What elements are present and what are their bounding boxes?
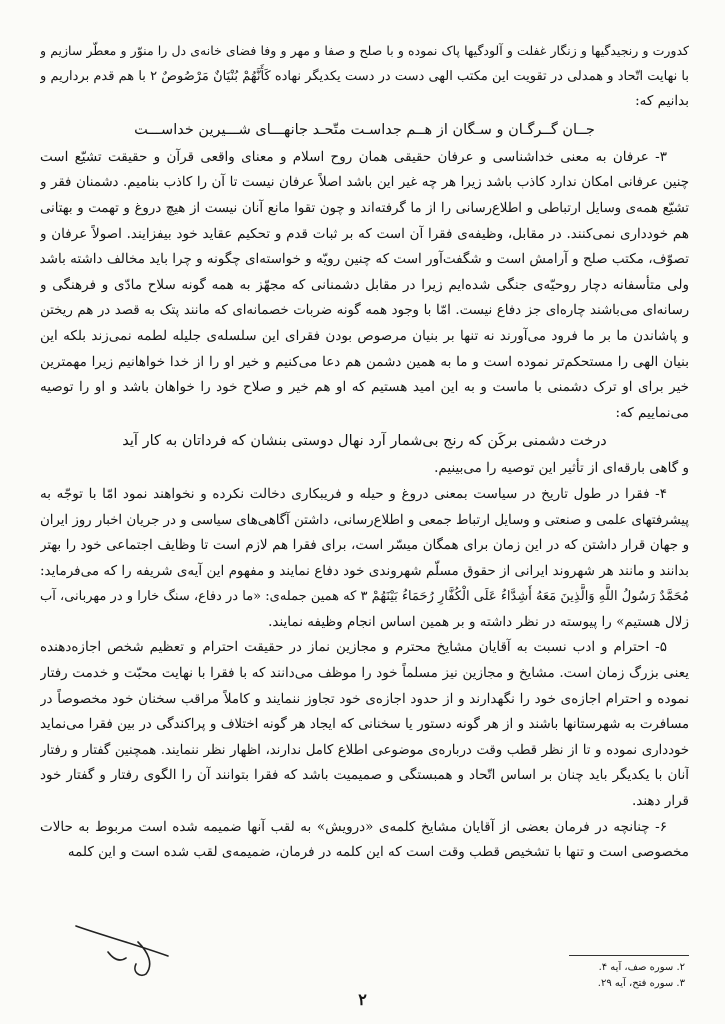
text-line: بدانند و مانند هر شهروند ایرانی از حقوق مسلّم شهروندی خود دفاع نمایند و مفهوم این آیه‌ی شریفه را که می‌فرماید: xyxy=(40,562,689,579)
text-line: یعنی بزرگ زمان است. مشایخ و مجازین نیز مسلماً خود را موظف می‌دانند که با فقرا با نهایت محبّت و خدمت رفتار xyxy=(40,665,689,682)
text-line: بنیان الهی را مستحکم‌تر نموده است و ما به همین دشمن هم دعا می‌کنیم و خیر او را از خدا خواهانیم زیرا مهمترین xyxy=(40,353,689,370)
text-line: مخصوصی است و تنها با تشخیص قطب وقت است که این کلمه در فرمان، ضمیمه‌ی لقب شده است و این کلمه xyxy=(67,844,689,861)
text-line: بدانیم که: xyxy=(635,93,689,110)
text-line: و گاهی بارقه‌ای از تأثیر این توصیه را می‌بینیم. xyxy=(434,460,689,477)
text-line: نموده و احترام اجازه‌ی خود را نگهدارند و از حدود اجازه‌ی خود تجاوز ننمایند و کاملاً مراقب سخنان خود مخصوصاً در xyxy=(40,690,689,707)
text-line: چنین عرفانی امکان ندارد کاذب باشد زیرا هر چه غیر این باشد اصلاً عرفان نیست تا آن را کاذب بنامیم. دشمنان فقر و xyxy=(40,175,689,191)
handwritten-signature xyxy=(68,912,178,982)
text-line: ۳- عرفان به معنی خداشناسی و عرفان حقیقی همان روح اسلام و معنای واقعی قرآن و حقیقت تشیّع است xyxy=(40,148,667,165)
text-line: می‌نماییم که: xyxy=(615,404,689,421)
text-line: تشیّع همه‌ی وسایل ارتباطی و اطلاع‌رسانی را از ما گرفته‌اند و چون تقوا مانع آنان نیست از هیچ دروغ و تهمت و بهتانی xyxy=(40,200,689,216)
text-line: پیشرفتهای علمی و صنعتی و وسایل ارتباط جمعی و اطلاع‌رسانی، داشتن آگاهی‌های سیاسی و در جریان اخبار روز ایران xyxy=(40,512,689,528)
footnote: ۲. سوره صف، آیه ۴. xyxy=(598,962,685,973)
verse-line: درخت دشمنی برکَن که رنج بی‌شمار آرد نهال دوستی بنشان که فرداتان به کار آید xyxy=(122,433,607,450)
footnote: ۳. سوره فتح، آیه ۲۹. xyxy=(597,978,685,989)
text-line: مُحَمَّدٌ رَسُولُ اللَّهِ وَالَّذِينَ مَعَهُ أَشِدَّاءُ عَلَى الْكُفَّارِ رُحَمَاءُ بَيْنَهُمْ ۳ که همین جمله‌ی: «ما در دفاع، سنگ خارا و در مهربانی، آب xyxy=(40,589,689,605)
text-line: رسانه‌ای می‌باشند چاره‌ای جز دفاع نیست. امّا با وجود همه گونه ضربات خصمانه‌ای که مانند پتک به قصد در هم ریختن xyxy=(40,303,689,319)
text-line: مسافرت به شهرستانها باشند و از هر گونه دستور یا سخنانی که ایجاد هر گونه اختلاف و پراکندگی در بین فقرا می‌نماید xyxy=(40,717,689,733)
footnote-rule xyxy=(569,955,689,956)
page-number: ۲ xyxy=(358,990,367,1009)
text-line: ۵- احترام و ادب نسبت به آقایان مشایخ محترم و مجازین نماز در حقیقت احترام و تعظیم شخص اجازه‌دهنده xyxy=(40,639,667,656)
verse-line: جــان گــرگـان و سـگان از هــم جداسـت متّحـد جانهـــای شـــیرین خداســـت xyxy=(134,121,595,138)
text-line: ۶- چنانچه در فرمان بعضی از آقایان مشایخ کلمه‌ی «درویش» به لقب آنها ضمیمه شده است مربوط به حالات xyxy=(40,818,667,835)
text-line: آنان با یکدیگر باید چنان بر اساس اتّحاد و همبستگی و صمیمیت باشد که فقرا بتوانند آن را الگوی رفتار و گفتار خود xyxy=(40,767,689,784)
text-line: و پاشاندن ما بر ما فرود می‌آورند نه تنها بر بنیان مرصوص بودن فقرای این سلسله‌ی جلیله لطمه نمی‌زند بلکه این xyxy=(40,327,689,344)
text-line: هم خودداری نمی‌کنند. در مقابل، وظیفه‌ی فقرا آن است که بر ثبات قدم و تحکیم عقاید خود بیفزایند. اصولاً عرفان و xyxy=(40,225,689,242)
text-line: قرار دهند. xyxy=(631,793,689,810)
text-line: کدورت و رنجیدگیها و زنگار غفلت و آلودگیها پاک نموده و با صلح و صفا و مهر و وفا فضای خانه‌ی دل را منوّر و معطّر سازیم و xyxy=(40,43,689,58)
text-line: خودداری نموده و تا از نظر قطب وقت درباره‌ی موضوعی اطلاع کامل ندارند، اظهار نظر ننمایند. همچنین گفتار و رفتار xyxy=(40,742,689,758)
text-line: زلال هستیم» را پیوسته در نظر داشته و بر همین اساس انجام وظیفه نمایند. xyxy=(268,613,689,630)
text-line: با نهایت اتّحاد و همدلی در تقویت این مکتب الهی دست در دست یکدیگر نهاده کَأَنَّهُمْ بُنْيَانٌ مَرْصُوصٌ ۲ با هم قدم برداریم و xyxy=(40,68,689,84)
text-line: تصوّف، مکتب صلح و آرامش است و شگفت‌آور است که چنین رویّه و خواسته‌ای چگونه و چرا باید مخالف داشته باشد xyxy=(40,251,689,268)
text-line: و جهان قرار داشتن که در این زمان برای همگان میسّر است، برای فقرا هم لازم است تا وظایف اجتماعی خود را بهتر xyxy=(40,538,689,554)
body-text xyxy=(40,38,689,866)
text-line: ولی متأسفانه دچار روحیّه‌ی جنگی شده‌ایم زیرا در مقابل دشمنانی که مجهّز به همه گونه سلاح مادّی و فرهنگی و xyxy=(40,276,689,293)
text-line: ۴- فقرا در طول تاریخ در سیاست بمعنی دروغ و حیله و فریبکاری دخالت نکرده و نخواهند نمود امّا با توجّه به xyxy=(40,485,667,502)
text-line: خیر برای او ترک دشمنی با ماست و به این امید هستیم که او هم خیر و صلاح خود را خواهان باشد و او را توصیه xyxy=(40,379,689,396)
footnotes xyxy=(598,960,685,992)
